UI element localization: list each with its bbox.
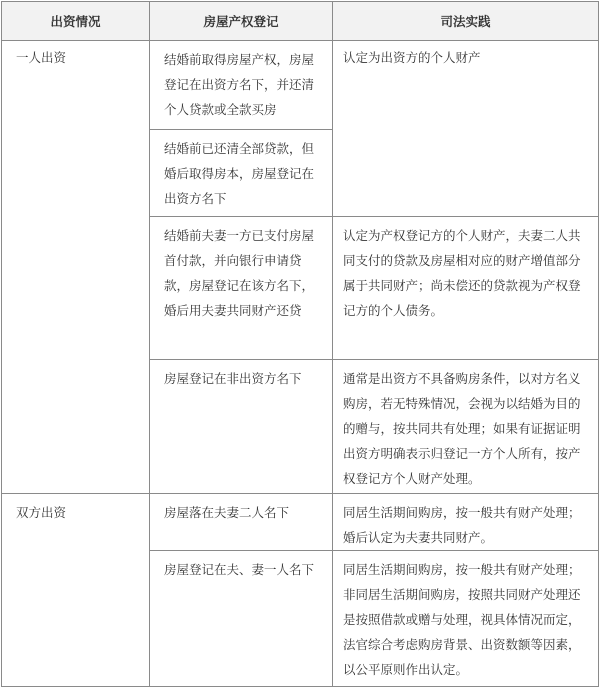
table-row	[2, 41, 599, 130]
registration-cell: 结婚前取得房屋产权，房屋登记在出资方名下，并还清个人贷款或全款买房	[150, 41, 333, 130]
practice-cell: 同居生活期间购房，按一般共有财产处理；婚后认定为夫妻共同财产。	[333, 494, 599, 551]
situation-cell: 一人出资	[2, 41, 150, 494]
header-situation: 出资情况	[2, 2, 150, 41]
practice-cell: 认定为产权登记方的个人财产，夫妻二人共同支付的贷款及房屋相对应的财产增值部分属于共同财产；尚未偿还的贷款视为产权登记方的个人债务。	[333, 217, 599, 360]
header-practice: 司法实践	[333, 2, 599, 41]
header-registration: 房屋产权登记	[150, 2, 333, 41]
registration-cell: 结婚前已还清全部贷款，但婚后取得房本，房屋登记在出资方名下	[150, 130, 333, 217]
registration-cell: 房屋落在夫妻二人名下	[150, 494, 333, 551]
registration-cell: 结婚前夫妻一方已支付房屋首付款，并向银行申请贷款，房屋登记在该方名下，婚后用夫妻共同财产还贷	[150, 217, 333, 360]
practice-cell: 通常是出资方不具备购房条件，以对方名义购房，若无特殊情况，会视为以结婚为目的的赠与，按共同共有处理；如果有证据证明出资方明确表示归登记一方个人所有，按产权登记方个人财产处理。	[333, 360, 599, 494]
practice-cell: 同居生活期间购房，按一般共有财产处理；非同居生活期间购房，按照共同财产处理还是按照借款或赠与处理，视具体情况而定，法官综合考虑购房背景、出资数额等因素，以公平原则作出认定。	[333, 551, 599, 687]
situation-cell: 双方出资	[2, 494, 150, 687]
registration-cell: 房屋登记在非出资方名下	[150, 360, 333, 494]
table-row	[2, 494, 599, 551]
practice-cell: 认定为出资方的个人财产	[333, 41, 599, 217]
property-table	[1, 1, 599, 687]
header-row	[2, 2, 599, 41]
registration-cell: 房屋登记在夫、妻一人名下	[150, 551, 333, 687]
